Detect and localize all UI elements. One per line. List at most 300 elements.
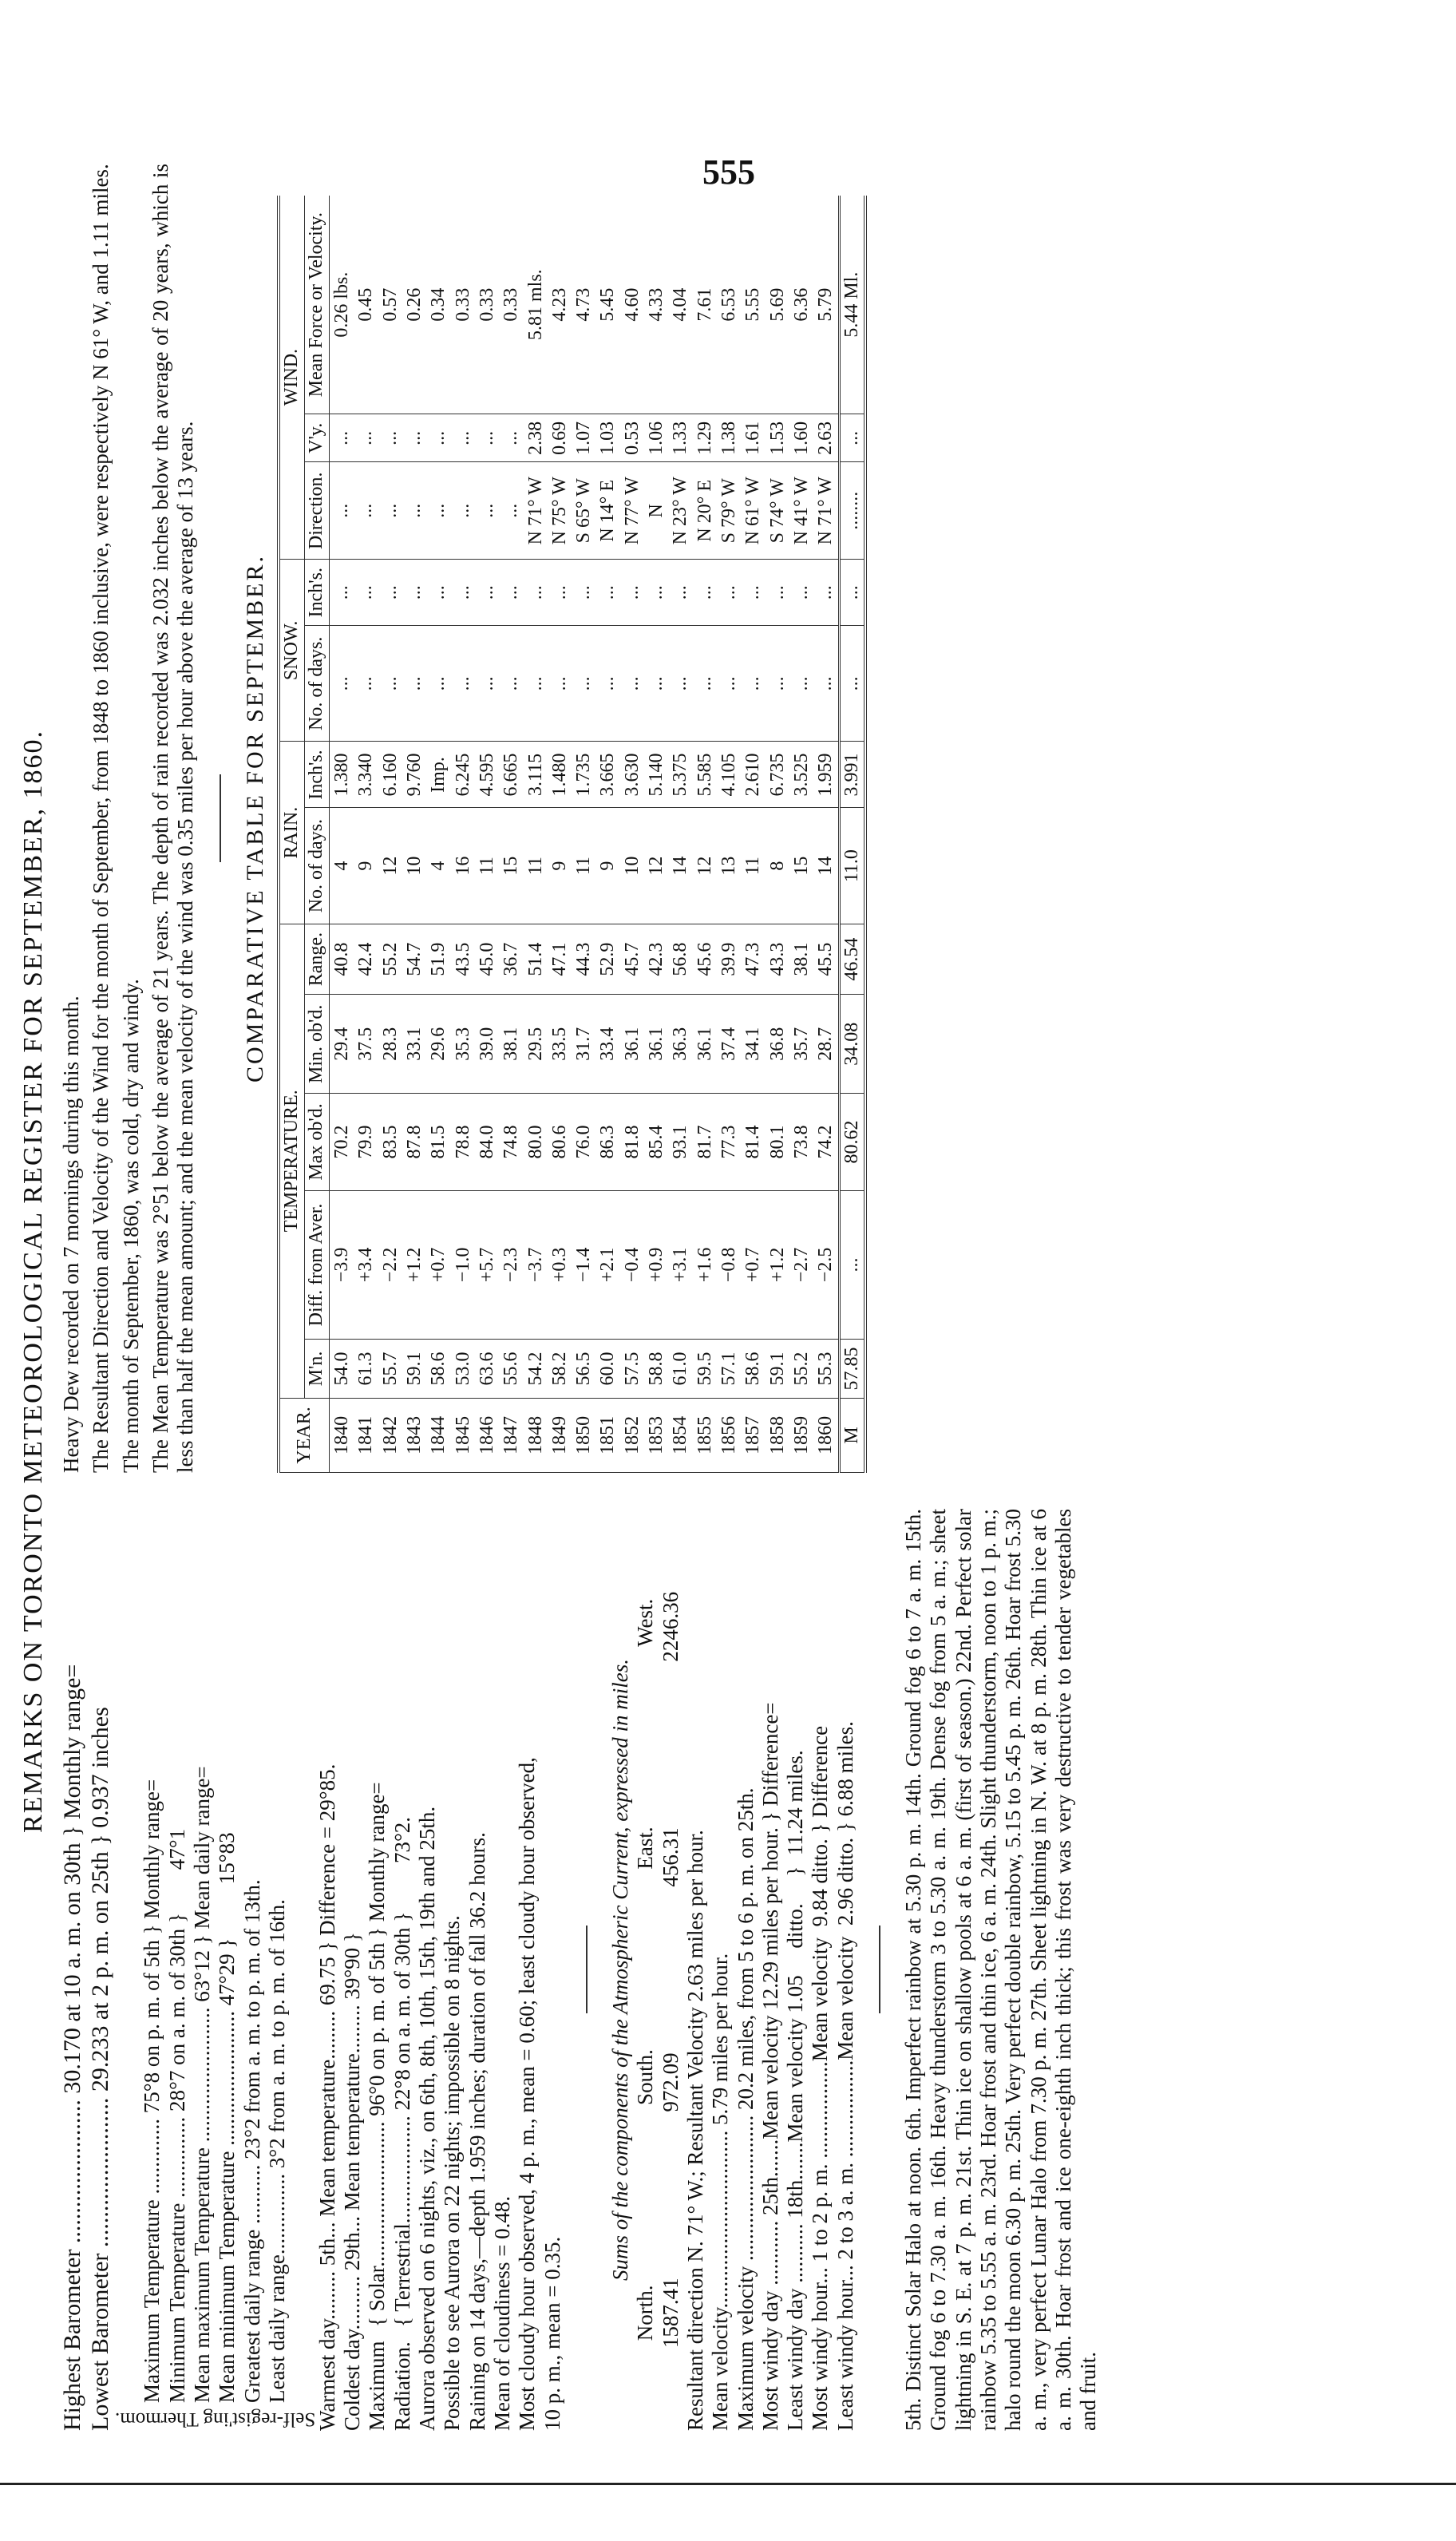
table-cell: 47.3 [741, 924, 765, 995]
table-cell: 36.7 [499, 924, 523, 995]
thermometer-line: Least daily range............... 3°2 from a. m. to p. m. of 16th. [264, 1899, 289, 2403]
table-cell: 5.45 [595, 196, 619, 414]
table-cell: +0.7 [741, 1190, 765, 1340]
table-row [595, 196, 619, 1473]
table-cell: ... [426, 462, 450, 560]
table-cell: 39.9 [717, 924, 741, 995]
table-cell: ... [402, 626, 426, 742]
table-cell: 0.53 [620, 414, 644, 462]
table-cell: 11 [524, 808, 548, 924]
table-cell: −1.0 [451, 1190, 475, 1340]
thermometer-line: Minimum Temperature ............... 28°7 on a. m. of 30th } 47°1 [164, 1828, 189, 2403]
table-cell: 1853 [644, 1398, 668, 1472]
table-cell: ... [330, 462, 354, 560]
table-cell: 33.1 [402, 995, 426, 1094]
table-cell: 80.6 [548, 1094, 572, 1191]
table-cell: 37.4 [717, 995, 741, 1094]
mean-cell: ........ [839, 462, 865, 560]
table-cell: 5.81 mls. [524, 196, 548, 414]
table-cell: 0.45 [354, 196, 378, 414]
rotated-page-content [2, 132, 1295, 2431]
table-cell: N 71° W [813, 462, 839, 560]
table-cell: 57.1 [717, 1340, 741, 1399]
table-cell: ... [548, 626, 572, 742]
divider [586, 1926, 588, 2014]
velocity-line: Most windy hour... 1 to 2 p. m. ..................Mean velocity 9.84 ditto. } Difference [808, 1725, 833, 2431]
mean-cell: 11.0 [839, 808, 865, 924]
table-group-header: RAIN. [279, 742, 304, 924]
table-cell: ... [330, 626, 354, 742]
table-cell: 1.06 [644, 414, 668, 462]
table-cell: ... [741, 560, 765, 626]
table-cell: 79.9 [354, 1094, 378, 1191]
table-cell: 56.8 [668, 924, 692, 995]
table-row [499, 196, 523, 1473]
thermometer-line: Mean minimum Temperature ......................... 47°29 } 15°83 [215, 1832, 239, 2403]
table-cell: 36.1 [620, 995, 644, 1094]
table-row [620, 196, 644, 1473]
table-cell: ... [402, 462, 426, 560]
table-cell: 84.0 [475, 1094, 499, 1191]
sums-heading: North. [633, 2285, 658, 2341]
table-cell: 74.2 [813, 1094, 839, 1191]
mean-cell: ... [839, 414, 865, 462]
table-cell: ... [789, 560, 813, 626]
table-column-header: Range. [305, 924, 330, 995]
observation-line: Possible to see Aurora on 22 nights; impossible on 8 nights. [440, 1915, 465, 2431]
table-cell: 35.7 [789, 995, 813, 1094]
table-row [354, 196, 378, 1473]
table-row [717, 196, 741, 1473]
table-column-header: Mean Force or Velocity. [305, 196, 330, 414]
table-cell: 38.1 [499, 995, 523, 1094]
table-cell: 44.3 [572, 924, 595, 995]
table-cell: 42.3 [644, 924, 668, 995]
table-cell: 40.8 [330, 924, 354, 995]
table-row [741, 196, 765, 1473]
table-cell: ... [499, 560, 523, 626]
table-cell: 10 [402, 808, 426, 924]
table-cell: ... [475, 560, 499, 626]
table-cell: 1842 [378, 1398, 402, 1472]
table-group-header: YEAR. [279, 1398, 329, 1472]
velocity-line: Maximum velocity ........................... 20.2 miles, from 5 to 6 p. m. on 25th. [733, 1787, 758, 2431]
table-cell: ... [499, 462, 523, 560]
table-cell: 1.380 [330, 742, 354, 808]
table-column-header: Diff. from Aver. [305, 1190, 330, 1340]
table-cell: 5.55 [741, 196, 765, 414]
observation-line: 10 p. m., mean = 0.35. [540, 2236, 564, 2431]
table-cell: 29.4 [330, 995, 354, 1094]
table-cell: 1854 [668, 1398, 692, 1472]
table-cell: 12 [644, 808, 668, 924]
table-cell: +0.7 [426, 1190, 450, 1340]
table-cell: 4.04 [668, 196, 692, 414]
table-cell: 0.33 [451, 196, 475, 414]
table-cell: ... [354, 414, 378, 462]
table-row [668, 196, 692, 1473]
table-cell: ... [524, 560, 548, 626]
table-cell: ... [451, 560, 475, 626]
table-cell: 15 [499, 808, 523, 924]
table-cell: S 79° W [717, 462, 741, 560]
table-group-header: SNOW. [279, 560, 304, 742]
table-cell: −2.5 [813, 1190, 839, 1340]
sums-value: 972.09 [658, 2052, 682, 2112]
thermometer-line: Greatest daily range ........... 23°2 from a. m. to p. m. of 13th. [239, 1879, 264, 2403]
table-cell: 4.33 [644, 196, 668, 414]
divider [220, 774, 221, 862]
paragraph: The Resultant Direction and Velocity of the Wind for the month of September, from 1848 to 1860 inclusive, were respectively N 61° W, and 1.11 miles. [89, 164, 113, 1473]
table-cell: 55.3 [813, 1340, 839, 1399]
observation-line: Mean of cloudiness = 0.48. [490, 2195, 515, 2431]
table-cell: −0.8 [717, 1190, 741, 1340]
page-number: 555 [702, 152, 755, 192]
table-column-header: M'n. [305, 1340, 330, 1399]
table-cell: 1844 [426, 1398, 450, 1472]
table-cell: 81.8 [620, 1094, 644, 1191]
table-cell: ... [475, 626, 499, 742]
table-group-header: TEMPERATURE. [279, 924, 304, 1398]
table-cell: 87.8 [402, 1094, 426, 1191]
table-column-header: No. of days. [305, 626, 330, 742]
table-cell: 54.7 [402, 924, 426, 995]
table-cell: 58.6 [426, 1340, 450, 1399]
table-cell: ... [426, 626, 450, 742]
table-cell: 16 [451, 808, 475, 924]
table-cell: 4.105 [717, 742, 741, 808]
divider [879, 1926, 880, 2014]
table-cell: 13 [717, 808, 741, 924]
table-cell: ... [378, 626, 402, 742]
table-cell: 3.525 [789, 742, 813, 808]
table-cell: 45.6 [693, 924, 717, 995]
table-cell: 4.60 [620, 196, 644, 414]
table-row [426, 196, 450, 1473]
table-cell: 33.4 [595, 995, 619, 1094]
right-column [59, 164, 867, 1473]
table-cell: 60.0 [595, 1340, 619, 1399]
table-cell: 2.610 [741, 742, 765, 808]
table-cell: 10 [620, 808, 644, 924]
table-cell: 58.2 [548, 1340, 572, 1399]
sums-headings [633, 1509, 658, 2431]
table-cell: −0.4 [620, 1190, 644, 1340]
table-cell: ... [766, 560, 789, 626]
table-cell: ... [499, 414, 523, 462]
mean-cell: 46.54 [839, 924, 865, 995]
table-cell: 14 [668, 808, 692, 924]
mean-cell: 80.62 [839, 1094, 865, 1191]
table-cell: 28.3 [378, 995, 402, 1094]
table-cell: 4.73 [572, 196, 595, 414]
barometer-line: Highest Barometer ........................ 30.170 at 10 a. m. on 30th } Monthly range= [59, 1664, 85, 2431]
table-column-header: Min. ob'd. [305, 995, 330, 1094]
table-cell: 1845 [451, 1398, 475, 1472]
table-row [524, 196, 548, 1473]
table-cell: 6.36 [789, 196, 813, 414]
table-cell: N 75° W [548, 462, 572, 560]
table-cell: 1859 [789, 1398, 813, 1472]
table-cell: ... [717, 626, 741, 742]
table-cell: N [644, 462, 668, 560]
table-cell: 1847 [499, 1398, 523, 1472]
table-cell: 7.61 [693, 196, 717, 414]
table-cell: 31.7 [572, 995, 595, 1094]
table-cell: 54.2 [524, 1340, 548, 1399]
table-cell: 3.340 [354, 742, 378, 808]
table-cell: 1852 [620, 1398, 644, 1472]
table-cell: 1848 [524, 1398, 548, 1472]
thermometer-line: Maximum Temperature .............. 75°8 on p. m. of 5th } Monthly range= [140, 1779, 164, 2403]
table-cell: 5.79 [813, 196, 839, 414]
table-cell: −1.4 [572, 1190, 595, 1340]
table-cell: 51.9 [426, 924, 450, 995]
thermometer-group [115, 1509, 315, 2431]
table-cell: ... [402, 560, 426, 626]
table-cell: 6.735 [766, 742, 789, 808]
table-cell: +5.7 [475, 1190, 499, 1340]
daily-notes: 5th. Distinct Solar Halo at noon. 6th. Imperfect rainbow at 5.30 p. m. 14th. Ground fog 6 to 7 a. m. 15th. Ground fog 6 to 7.30 a. m. 16th. Heavy thunderstorm 3 to 5.30 a. m. 19th. Dense fog from 5 a. m.; sheet lightning in S. E. at 7 p. m. 21st. Thin ice on shallow pools at 6 a. m. (first of season.) 22nd. Perfect solar rainbow 5.35 to 5.55 a. m. 23rd. Hoar frost and thin ice, 6 a. m. 24th. Slight thunderstorm, noon to 1 p. m.; halo round the moon 6.30 p. m. 25th. Very perfect double rainbow, 5.15 to 5.45 p. m. 26th. Hoar frost 5.30 a. m., very perfect Lunar Halo from 7.30 p. m. 27th. Sheet lightning in N. W. at 8 p. m. 28th. Thin ice at 6 a. m. 30th. Hoar frost and ice one-eighth inch thick; this frost was very destructive to tender vegetables and fruit. [901, 1509, 1101, 2431]
radiation-line: { Terrestrial.................... 22°8 on a. m. of 30th } 73°2. [390, 1816, 414, 2327]
table-cell: +1.6 [693, 1190, 717, 1340]
table-row [644, 196, 668, 1473]
table-cell: ... [499, 626, 523, 742]
table-row [378, 196, 402, 1473]
sums-heading: West. [633, 1598, 658, 1647]
table-cell: ... [644, 560, 668, 626]
table-cell: 5.375 [668, 742, 692, 808]
misc-observations [415, 1509, 565, 2431]
table-cell: −3.9 [330, 1190, 354, 1340]
table-cell: 81.4 [741, 1094, 765, 1191]
table-cell: ... [548, 560, 572, 626]
table-cell: 0.26 lbs. [330, 196, 354, 414]
table-cell: 74.8 [499, 1094, 523, 1191]
table-cell: ... [354, 462, 378, 560]
table-cell: 42.4 [354, 924, 378, 995]
table-cell: ... [330, 414, 354, 462]
table-row [693, 196, 717, 1473]
table-cell: 37.5 [354, 995, 378, 1094]
table-cell: 1.60 [789, 414, 813, 462]
table-cell: 43.5 [451, 924, 475, 995]
table-cell: 29.6 [426, 995, 450, 1094]
table-cell: 61.0 [668, 1340, 692, 1399]
table-cell: ... [668, 626, 692, 742]
table-cell: 58.8 [644, 1340, 668, 1399]
table-cell: N 77° W [620, 462, 644, 560]
table-cell: 39.0 [475, 995, 499, 1094]
observation-line: Most cloudy hour observed, 4 p. m., mean = 0.60; least cloudy hour observed, [515, 1757, 540, 2431]
sums-values [659, 1509, 683, 2431]
table-cell: 80.1 [766, 1094, 789, 1191]
table-cell: ... [668, 560, 692, 626]
table-cell: 86.3 [595, 1094, 619, 1191]
table-cell: ... [741, 626, 765, 742]
table-cell: 55.7 [378, 1340, 402, 1399]
sums-value: 1587.41 [658, 2278, 682, 2349]
table-cell: +3.4 [354, 1190, 378, 1340]
table-cell: 6.665 [499, 742, 523, 808]
table-cell: N 14° E [595, 462, 619, 560]
warmest-day: Warmest day......... 5th... Mean temperature......... 69.75 } Difference = 29°85. [315, 1763, 339, 2431]
table-column-header: V'y. [305, 414, 330, 462]
velocity-line: Least windy hour... 2 to 3 a. m. ..................Mean velocity 2.96 ditto. } 6.88 miles. [833, 1721, 857, 2431]
thermometer-lines [140, 1766, 290, 2403]
table-cell: ... [620, 560, 644, 626]
table-cell: ... [354, 626, 378, 742]
radiation-lines [365, 1782, 415, 2327]
table-cell: ... [789, 626, 813, 742]
table-cell: 55.2 [378, 924, 402, 995]
table-cell: 4.595 [475, 742, 499, 808]
table-cell: +1.2 [402, 1190, 426, 1340]
table-cell: 11 [475, 808, 499, 924]
radiation-label: Maximum Radiation. [365, 2341, 414, 2431]
table-row [548, 196, 572, 1473]
table-column-header: Max ob'd. [305, 1094, 330, 1191]
table-column-header: Direction. [305, 462, 330, 560]
table-cell: ... [595, 560, 619, 626]
table-cell: 38.1 [789, 924, 813, 995]
mean-row [839, 196, 865, 1473]
table-cell: 36.1 [644, 995, 668, 1094]
table-cell: Imp. [426, 742, 450, 808]
table-cell: 59.1 [402, 1340, 426, 1399]
table-cell: 1855 [693, 1398, 717, 1472]
table-cell: +0.3 [548, 1190, 572, 1340]
table-cell: 15 [789, 808, 813, 924]
table-column-header: No. of days. [305, 808, 330, 924]
table-column-header: Inch's. [305, 742, 330, 808]
table-cell: 36.8 [766, 995, 789, 1094]
table-cell: ... [378, 414, 402, 462]
table-cell: ... [766, 626, 789, 742]
table-cell: 5.140 [644, 742, 668, 808]
thermom-label: Self-regist'ing Thermom. [114, 2408, 315, 2430]
table-cell: 0.69 [548, 414, 572, 462]
table-cell: 2.63 [813, 414, 839, 462]
sums-value: 456.31 [658, 1827, 682, 1887]
table-cell: 4.23 [548, 196, 572, 414]
table-cell: 1.53 [766, 414, 789, 462]
table-row [813, 196, 839, 1473]
table-cell: ... [620, 626, 644, 742]
sums-title: Sums of the components of the Atmospheric Current, expressed in miles. [607, 1659, 632, 2281]
velocity-line: Most windy day ............ 25th.......Mean velocity 12.29 miles per hour. } Difference= [758, 1702, 782, 2431]
table-cell: 93.1 [668, 1094, 692, 1191]
mean-cell: M [839, 1398, 865, 1472]
table-cell: 29.5 [524, 995, 548, 1094]
velocity-lines [683, 1509, 858, 2431]
table-cell: 11 [741, 808, 765, 924]
table-cell: 47.1 [548, 924, 572, 995]
mean-cell: 3.991 [839, 742, 865, 808]
velocity-line: Resultant direction N. 71° W.; Resultant Velocity 2.63 miles per hour. [682, 1830, 707, 2431]
table-row [475, 196, 499, 1473]
table-cell: 4 [426, 808, 450, 924]
table-cell: +2.1 [595, 1190, 619, 1340]
table-cell: 1.61 [741, 414, 765, 462]
page-title: REMARKS ON TORONTO METEOROLOGICAL REGISTER FOR SEPTEMBER, 1860. [18, 730, 48, 1833]
table-cell: 1.735 [572, 742, 595, 808]
table-row [789, 196, 813, 1473]
table-cell: 83.5 [378, 1094, 402, 1191]
sums-heading: East. [633, 1827, 658, 1870]
velocity-line: Mean velocity................................. 5.79 miles per hour. [708, 1953, 733, 2431]
table-cell: ... [402, 414, 426, 462]
paragraph: Heavy Dew recorded on 7 mornings during this month. [59, 995, 83, 1473]
table-cell: 45.7 [620, 924, 644, 995]
table-cell: 2.38 [524, 414, 548, 462]
table-cell: +3.1 [668, 1190, 692, 1340]
table-cell: 28.7 [813, 995, 839, 1094]
table-cell: −2.2 [378, 1190, 402, 1340]
table-cell: 9 [354, 808, 378, 924]
table-cell: 52.9 [595, 924, 619, 995]
mean-cell: ... [839, 560, 865, 626]
table-cell: 0.57 [378, 196, 402, 414]
table-cell: 73.8 [789, 1094, 813, 1191]
table-cell: S 65° W [572, 462, 595, 560]
table-cell: ... [572, 560, 595, 626]
table-cell: +0.9 [644, 1190, 668, 1340]
table-group-header: WIND. [279, 196, 304, 560]
table-cell: 5.69 [766, 196, 789, 414]
table-cell: 1840 [330, 1398, 354, 1472]
table-cell: 12 [693, 808, 717, 924]
table-cell: 59.5 [693, 1340, 717, 1399]
table-cell: 1860 [813, 1398, 839, 1472]
mean-cell: 5.44 Ml. [839, 196, 865, 414]
table-cell: 51.4 [524, 924, 548, 995]
table-cell: ... [378, 560, 402, 626]
sums-value: 2246.36 [658, 1591, 682, 1662]
mean-cell: 34.08 [839, 995, 865, 1094]
table-row [572, 196, 595, 1473]
table-cell: ... [595, 626, 619, 742]
table-cell: 14 [813, 808, 839, 924]
table-cell: ... [475, 414, 499, 462]
table-cell: 1850 [572, 1398, 595, 1472]
radiation-line: { Solar........................... 96°0 on p. m. of 5th } Monthly range= [365, 1782, 390, 2327]
table-cell: 54.0 [330, 1340, 354, 1399]
table-cell: 56.5 [572, 1340, 595, 1399]
table-cell: 1.29 [693, 414, 717, 462]
mean-cell: ... [839, 626, 865, 742]
paragraph: The Mean Temperature was 2°51 below the average of 21 years. The depth of rain recorded was 2.032 inches below the average of 20 years, which is less than half the mean amount; and the mean velocity of the wind was 0.35 miles per hour above the average of 13 years. [148, 164, 198, 1473]
table-cell: 1857 [741, 1398, 765, 1472]
table-cell: 34.1 [741, 995, 765, 1094]
barometer-line: Lowest Barometer ......................... 29.233 at 2 p. m. on 25th } 0.937 inches [86, 1707, 113, 2431]
table-cell: −2.3 [499, 1190, 523, 1340]
table-cell: 55.6 [499, 1340, 523, 1399]
left-column [59, 1509, 1102, 2431]
table-cell: 1843 [402, 1398, 426, 1472]
table-row [330, 196, 354, 1473]
table-cell: 1.33 [668, 414, 692, 462]
table-row [766, 196, 789, 1473]
table-cell: 1858 [766, 1398, 789, 1472]
table-cell: 1.03 [595, 414, 619, 462]
table-cell: 1851 [595, 1398, 619, 1472]
highest-barometer [59, 1509, 115, 2431]
table-cell: 33.5 [548, 995, 572, 1094]
table-cell: N 61° W [741, 462, 765, 560]
table-cell: ... [354, 560, 378, 626]
table-cell: N 20° E [693, 462, 717, 560]
